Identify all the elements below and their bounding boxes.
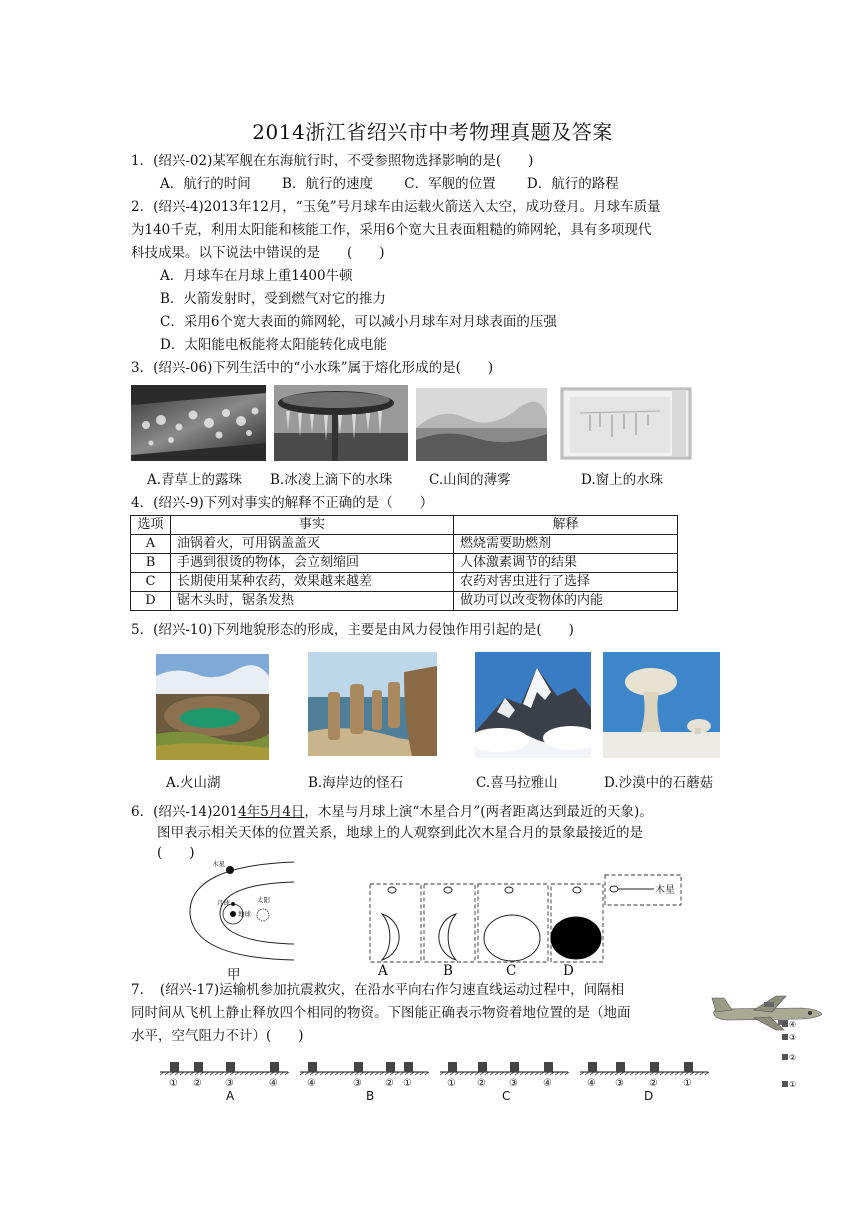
box-marker-label: ④ [269,1078,278,1089]
supply-box-icon [478,1062,487,1072]
q4-stem: 4．(绍兴-9)下列对事实的解释不正确的是（ ） [131,495,434,511]
table-cell: 手遇到很烫的物体，会立刻缩回 [171,554,454,573]
supply-box-icon [544,1062,553,1072]
q1-stem: 1．(绍兴-02)某军舰在东海航行时，不受参照物选择影响的是( ) [131,153,534,169]
q3-caption-d: D.窗上的水珠 [581,472,664,488]
q6-stem-post: ，木星与月球上演“木星合月”(两者距离达到最近的天象)。 [304,804,653,820]
label-sun: 太阳 [257,896,270,904]
desert-mushroom-rock-photo [603,652,720,758]
crater-lake-photo [156,654,269,760]
supply-box-icon [170,1062,179,1072]
plane-label-2: ② [789,1053,797,1062]
q6-option-d-label: D [563,963,574,979]
q6-stem-line2: 图甲表示相关天体的位置关系，地球上的人观察到此次木星合月的景象最接近的是 [157,825,643,841]
himalaya-mountain-photo [475,652,591,758]
label-jupiter: 木星 [212,860,225,868]
q2-option-a: A．月球车在月球上重1400牛顿 [160,268,353,284]
earth-icon [230,911,236,917]
box-marker-label: ② [193,1078,202,1089]
q7-stem-line3: 水平，空气阻力不计）( ) [131,1028,304,1044]
q2-stem-line1: 2．(绍兴-4)2013年12月，“玉兔”号月球车由运载火箭送入太空，成功登月。月球车质量 [131,199,661,215]
box-marker-label: ④ [307,1078,316,1089]
table-header-cell: 选项 [131,516,171,535]
q7-option-letter: A [226,1089,235,1103]
q2-option-b: B．火箭发射时，受到燃气对它的推力 [160,291,386,307]
box-marker-label: ② [649,1078,658,1089]
q6-options-diagram [366,872,686,964]
table-cell: 农药对害虫进行了选择 [454,573,678,592]
plane-label-3: ③ [789,1033,797,1042]
mountain-mist-photo [416,388,547,461]
supply-box-icon [194,1062,203,1072]
q5-caption-c: C.喜马拉雅山 [476,775,558,791]
q7-option-letter: D [644,1089,654,1103]
q2-stem-line3: 科技成果。以下说法中错误的是 ( ) [131,245,385,261]
jupiter-icon [226,866,234,874]
supply-box-icon [588,1062,597,1072]
label-moon: 月球 [217,899,230,907]
q6-stem-pre: 6．(绍兴-14)201 [131,804,239,820]
q3-caption-a: A.青草上的露珠 [147,472,243,488]
sun-icon [257,909,269,921]
table-cell: D [131,592,171,611]
box-marker-label: ③ [225,1078,234,1089]
q6-date-underlined: 4年5月4日 [238,804,305,820]
supply-box-icon [308,1062,317,1072]
q7-option-letter: C [502,1089,511,1103]
q2-option-c: C．采用6个宽大表面的筛网轮，可以减小月球车对月球表面的压强 [160,314,557,330]
box-marker-label: ③ [353,1078,362,1089]
box-marker-label: ② [477,1078,486,1089]
plane-label-4: ④ [789,1020,797,1029]
supply-box-icon [270,1062,279,1072]
moon-icon [231,902,235,906]
q5-stem: 5．(绍兴-10)下列地貌形态的形成，主要是由风力侵蚀作用引起的是( ) [131,622,574,638]
q6-option-c-label: C [506,963,517,979]
icicle-bicycle-seat-photo [274,385,408,461]
table-cell: 油锅着火，可用锅盖盖灭 [171,535,454,554]
table-header-cell: 事实 [171,516,454,535]
box-marker-label: ① [447,1078,456,1089]
table-cell: 锯木头时，锯条发热 [171,592,454,611]
supply-box-icon [404,1062,413,1072]
table-header-row [131,516,678,535]
page-title: 2014浙江省绍兴市中考物理真题及答案 [252,120,613,144]
table-header-cell: 解释 [454,516,678,535]
q5-caption-b: B.海岸边的怪石 [308,775,404,791]
q7-stem-line2: 同时间从飞机上静止释放四个相同的物资。下图能正确表示物资着地位置的是（地面 [131,1005,631,1021]
supply-box-icon [684,1062,693,1072]
box-marker-label: ④ [587,1078,596,1089]
table-cell: 人体激素调节的结果 [454,554,678,573]
box-marker-label: ③ [615,1078,624,1089]
table-row [131,535,678,554]
window-condensation-photo [560,387,692,460]
dew-on-grass-photo [131,385,266,461]
table-row [131,573,678,592]
q7-stem-line1: 7． (绍兴-17)运输机参加抗震救灾，在沿水平向右作匀速直线运动过程中，间隔相 [131,982,625,998]
box-marker-label: ④ [543,1078,552,1089]
q3-caption-b: B.冰凌上滴下的水珠 [270,472,393,488]
supply-box-icon [616,1062,625,1072]
supply-box-icon [448,1062,457,1072]
box-marker-label: ① [169,1078,178,1089]
q1-options: A．航行的时间 B．航行的速度 C．军舰的位置 D．航行的路程 [160,176,619,192]
table-cell: 做功可以改变物体的内能 [454,592,678,611]
q5-caption-d: D.沙漠中的石蘑菇 [604,775,714,791]
coastal-sea-stacks-photo [308,652,437,756]
q2-option-d: D．太阳能电板能将太阳能转化成电能 [160,337,387,353]
table-cell: C [131,573,171,592]
q3-caption-c: C.山间的薄雾 [429,472,511,488]
supply-box-icon [354,1062,363,1072]
supply-box-icon [510,1062,519,1072]
q7-option-letter: B [366,1089,375,1103]
q6-stem-line3: ( ) [157,845,195,861]
table-cell: A [131,535,171,554]
q6-stem-line1 [131,802,653,822]
q7-airplane-figure [710,992,828,1096]
box-marker-label: ① [683,1078,692,1089]
q6-option-a-label: A [378,963,388,979]
supply-box-icon [386,1062,395,1072]
q3-stem: 3．(绍兴-06)下列生活中的“小水珠”属于熔化形成的是( ) [131,360,494,376]
legend-jupiter-label: 木星 [655,885,675,896]
q6-option-b-label: B [443,963,453,979]
label-earth: 地球 [238,910,251,918]
table-cell: 燃烧需要助燃剂 [454,535,678,554]
table-row [131,554,678,573]
box-marker-label: ① [403,1078,412,1089]
supply-box-icon [226,1062,235,1072]
q6-figure-label-jia: 甲 [227,967,241,983]
q4-table [130,515,678,611]
box-marker-label: ③ [509,1078,518,1089]
table-cell: B [131,554,171,573]
q5-caption-a: A.火山湖 [166,775,221,791]
table-row [131,592,678,611]
q7-ground-options [156,1052,716,1106]
supply-box-icon [650,1062,659,1072]
q6-orbit-diagram [186,858,296,964]
box-marker-label: ② [385,1078,394,1089]
plane-label-1: ① [789,1080,797,1089]
q2-stem-line2: 为140千克，利用太阳能和核能工作，采用6个宽大且表面粗糙的筛网轮，具有多项现代 [131,222,652,238]
table-cell: 长期使用某种农药，效果越来越差 [171,573,454,592]
